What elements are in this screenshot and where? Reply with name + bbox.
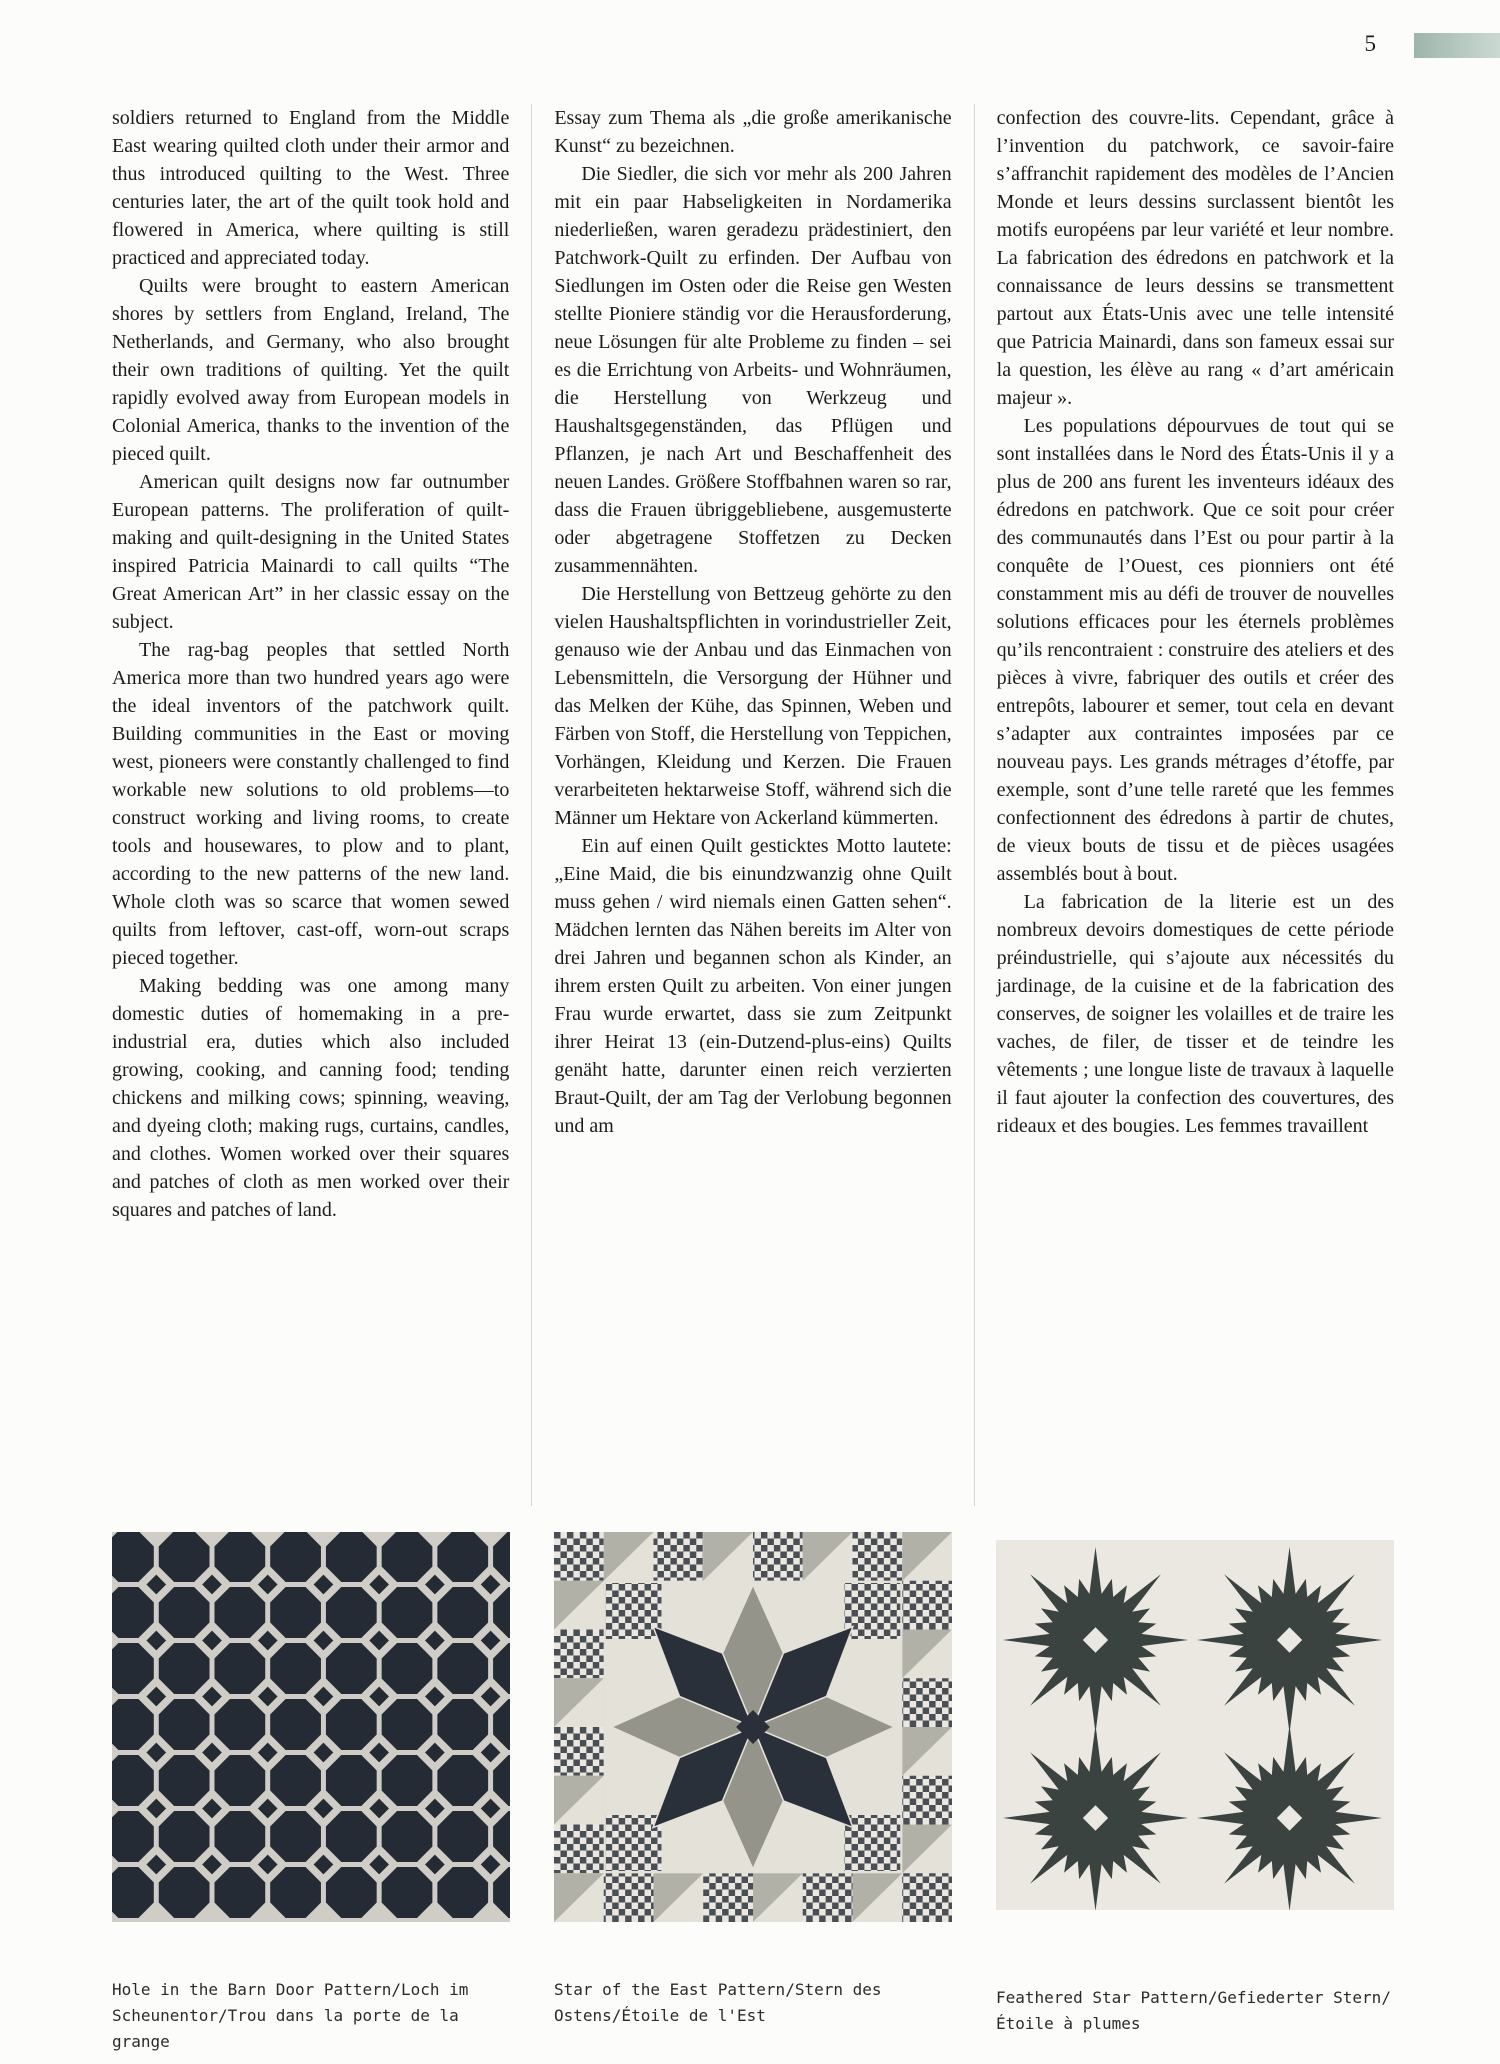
column-french [974,104,1394,1506]
paragraph: Ein auf einen Quilt gesticktes Motto lautete: „Eine Maid, die bis einundzwanzig ohne Quilt muss gehen / wird niemals einen Gatten sehen“. Mädchen lernten das Nähen bereits im Alter von drei Jahren und begannen schon als Kinder, an ihrem ersten Quilt zu arbeiten. Von einer jungen Frau wurde erwartet, dass sie zum Zeitpunkt ihrer Heirat 13 (ein-Dutzend-plus-eins) Quilts genäht hatte, darunter einen reich verzierten Braut-Quilt, der am Tag der Verlobung begonnen und am [554,835,952,1137]
figure-caption: Feathered Star Pattern/Gefiederter Stern/Étoile à plumes [996,1988,1391,2033]
barn-door-quilt-image [112,1532,510,1922]
text-columns [112,104,1394,1506]
column-german [531,104,973,1506]
paragraph: Die Herstellung von Bettzeug gehörte zu den vielen Haushaltspflichten in vorindustrieller Zeit, genauso wie der Anbau und das Einmachen von Lebensmitteln, die Versorgung der Hühner und das Melken der Kühe, das Spinnen, Weben und Färben von Stoff, die Herstellung von Teppichen, Vorhängen, Kleidung und Kerzen. Die Frauen verarbeiteten hektarweise Stoff, während sich die Männer um Hektare von Ackerland kümmerten. [554,583,952,829]
figures-section [112,1532,1394,2055]
paragraph: soldiers returned to England from the Middle East wearing quilted cloth under their armor and thus introduced quilting to the West. Three centuries later, the art of the quilt took hold and flowered in America, where quilting is still practiced and appreciated today. [112,107,510,269]
paragraph: American quilt designs now far outnumber European patterns. The proliferation of quilt-making and quilt-designing in the United States inspired Patricia Mainardi to call quilts “The Great American Art” in her classic essay on the subject. [112,471,510,633]
figure-caption: Hole in the Barn Door Pattern/Loch im Scheunentor/Trou dans la porte de la grange [112,1980,469,2051]
header-accent-bar [1414,33,1500,58]
paragraph: Essay zum Thema als „die große amerikanische Kunst“ zu bezeichnen. [554,107,952,157]
paragraph: Making bedding was one among many domestic duties of homemaking in a pre-industrial era, duties which also included growing, cooking, and canning food; tending chickens and milking cows; spinning, weaving, and dyeing cloth; making rugs, curtains, candles, and clothes. Women worked over their squares and patches of cloth as men worked over their squares and patches of land. [112,975,510,1221]
figure-star-of-the-east [532,1532,974,2055]
figure-feathered-star [974,1532,1394,2055]
feathered-star-quilt-image [996,1540,1394,1930]
paragraph: La fabrication de la literie est un des nombreux devoirs domestiques de cette période préindustrielle, qui s’ajoute aux nécessités du jardinage, de la cuisine et de la fabrication des conserves, de soigner les volailles et de traire les vaches, de filer, de tisser et de teindre les vêtements ; une longue liste de travaux à laquelle il faut ajouter la confection des couvertures, des rideaux et des bougies. Les femmes travaillent [996,891,1394,1137]
figure-caption: Star of the East Pattern/Stern des Ostens/Étoile de l'Est [554,1980,882,2025]
paragraph: Die Siedler, die sich vor mehr als 200 Jahren mit ein paar Habseligkeiten in Nordamerika niederließen, waren geradezu prädestiniert, den Patchwork-Quilt zu erfinden. Der Aufbau von Siedlungen im Osten oder die Reise gen Westen stellte Pioniere ständig vor die Herausforderung, neue Lösungen für alte Probleme zu finden – sei es die Errichtung von Arbeits- und Wohnräumen, die Herstellung von Werkzeug und Haushaltsgegenständen, das Pflügen und Pflanzen, je nach Art und Beschaffenheit des neuen Landes. Größere Stoffbahnen waren so rar, dass die Frauen übriggebliebene, ausgemusterte oder abgetragene Stoffetzen zu Decken zusammennähten. [554,163,952,577]
figure-hole-in-the-barn-door [112,1532,532,2055]
paragraph: The rag-bag peoples that settled North America more than two hundred years ago were the ideal inventors of the patchwork quilt. Building communities in the East or moving west, pioneers were constantly challenged to find workable new solutions to old problems—to construct working and living rooms, to create tools and housewares, to plow and to plant, according to the new patterns of the new land. Whole cloth was so scarce that women sewed quilts from leftover, cast-off, worn-out scraps pieced together. [112,639,510,969]
paragraph: confection des couvre-lits. Cependant, grâce à l’invention du patchwork, ce savoir-faire s’affranchit rapidement des modèles de l’Ancien Monde et leurs dessins surclassent bientôt les motifs européens par leur variété et leur nombre. La fabrication des édredons en patchwork et la connaissance de leurs dessins se transmettent partout aux États-Unis avec une telle intensité que Patricia Mainardi, dans son fameux essai sur la question, les élève au rang « d’art américain majeur ». [996,107,1394,409]
column-english [112,104,531,1506]
paragraph: Quilts were brought to eastern American shores by settlers from England, Ireland, The Netherlands, and Germany, who also brought their own traditions of quilting. Yet the quilt rapidly evolved away from European models in Colonial America, thanks to the invention of the pieced quilt. [112,275,510,465]
page-number: 5 [1364,31,1376,56]
paragraph: Les populations dépourvues de tout qui se sont installées dans le Nord des États-Unis il y a plus de 200 ans furent les inventeurs idéaux des édredons en patchwork. Que ce soit pour créer des communautés dans l’Est ou pour partir à la conquête de l’Ouest, ces pionniers ont été constamment mis au défi de trouver de nouvelles solutions efficaces pour les éternels problèmes qu’ils rencontraient : construire des ateliers et des pièces à vivre, fabriquer des outils et créer des entrepôts, labourer et semer, tout cela en devant s’adapter aux contraintes imposées par ce nouveau pays. Les grands métrages d’étoffe, par exemple, sont d’une telle rareté que les femmes confectionnent des édredons à partir de chutes, de vieux bouts de tissu et de pièces usagées assemblés bout à bout. [996,415,1394,885]
star-of-east-quilt-image [554,1532,952,1922]
